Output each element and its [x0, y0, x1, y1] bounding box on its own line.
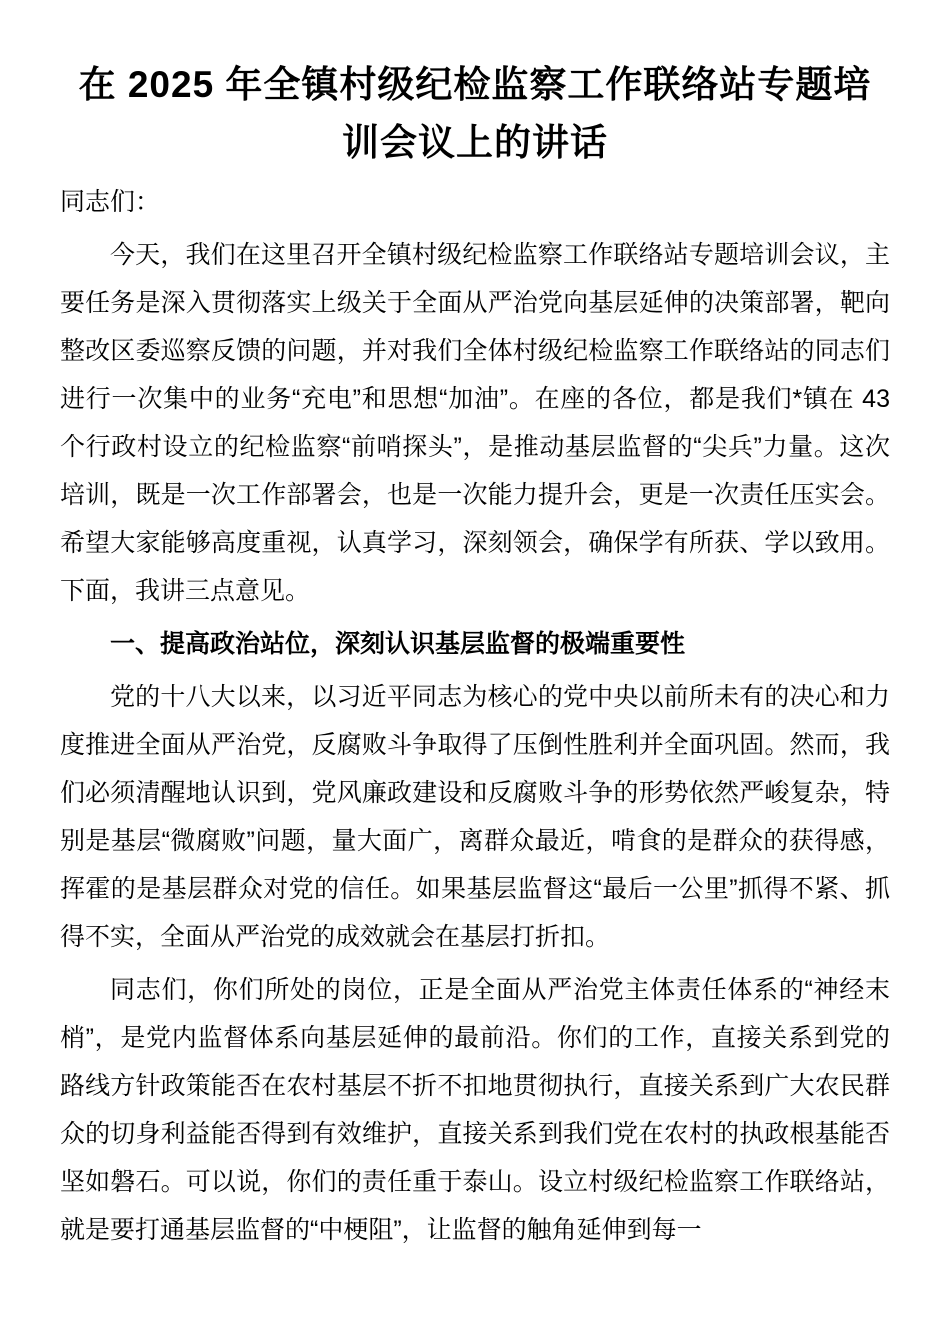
section-one-heading: 一、提高政治站位，深刻认识基层监督的极端重要性 — [110, 630, 686, 658]
document-title: 在 2025 年全镇村级纪检监察工作联络站专题培训会议上的讲话 — [78, 64, 872, 163]
paragraph-body: 同志们，你们所处的岗位，正是全面从严治党主体责任体系的“神经末梢”，是党内监督体系向基层延伸的最前沿。你们的工作，直接关系到党的路线方针政策能否在农村基层不折不扣地贯彻执行，直接关系到广大农民群众的切身利益能否得到有效维护，直接关系到我们党在农村的执政根基能否坚如磐石。可以说，你们的责任重于泰山。设立村级纪检监察工作联络站，就是要打通基层监督的“中梗阻”，让监督的触角延伸到每一 — [60, 976, 890, 1244]
paragraph-body: 党的十八大以来，以习近平同志为核心的党中央以前所未有的决心和力度推进全面从严治党，反腐败斗争取得了压倒性胜利并全面巩固。然而，我们必须清醒地认识到，党风廉政建设和反腐败斗争的形势依然严峻复杂，特别是基层“微腐败”问题，量大面广，离群众最近，啃食的是群众的获得感，挥霍的是基层群众对党的信任。如果基层监督这“最后一公里”抓得不紧、抓得不实，全面从严治党的成效就会在基层打折扣。 — [60, 683, 890, 951]
salutation-line: 同志们： — [60, 188, 161, 216]
paragraph-opening: 今天，我们在这里召开全镇村级纪检监察工作联络站专题培训会议，主要任务是深入贯彻落实上级关于全面从严治党向基层延伸的决策部署，靶向整改区委巡察反馈的问题，并对我们全体村级纪检监察工作联络站的同志们进行一次集中的业务“充电”和思想“加油”。在座的各位，都是我们*镇在 43 个行政村设立的纪检监察“前哨探头”，是推动基层监督的“尖兵”力量。这次培训，既是一次工作部署会，也是一次能力提升会，更是一次责任压实会。希望大家能够高度重视，认真学习，深刻领会，确保学有所获、学以致用。下面，我讲三点意见。 — [60, 241, 890, 605]
